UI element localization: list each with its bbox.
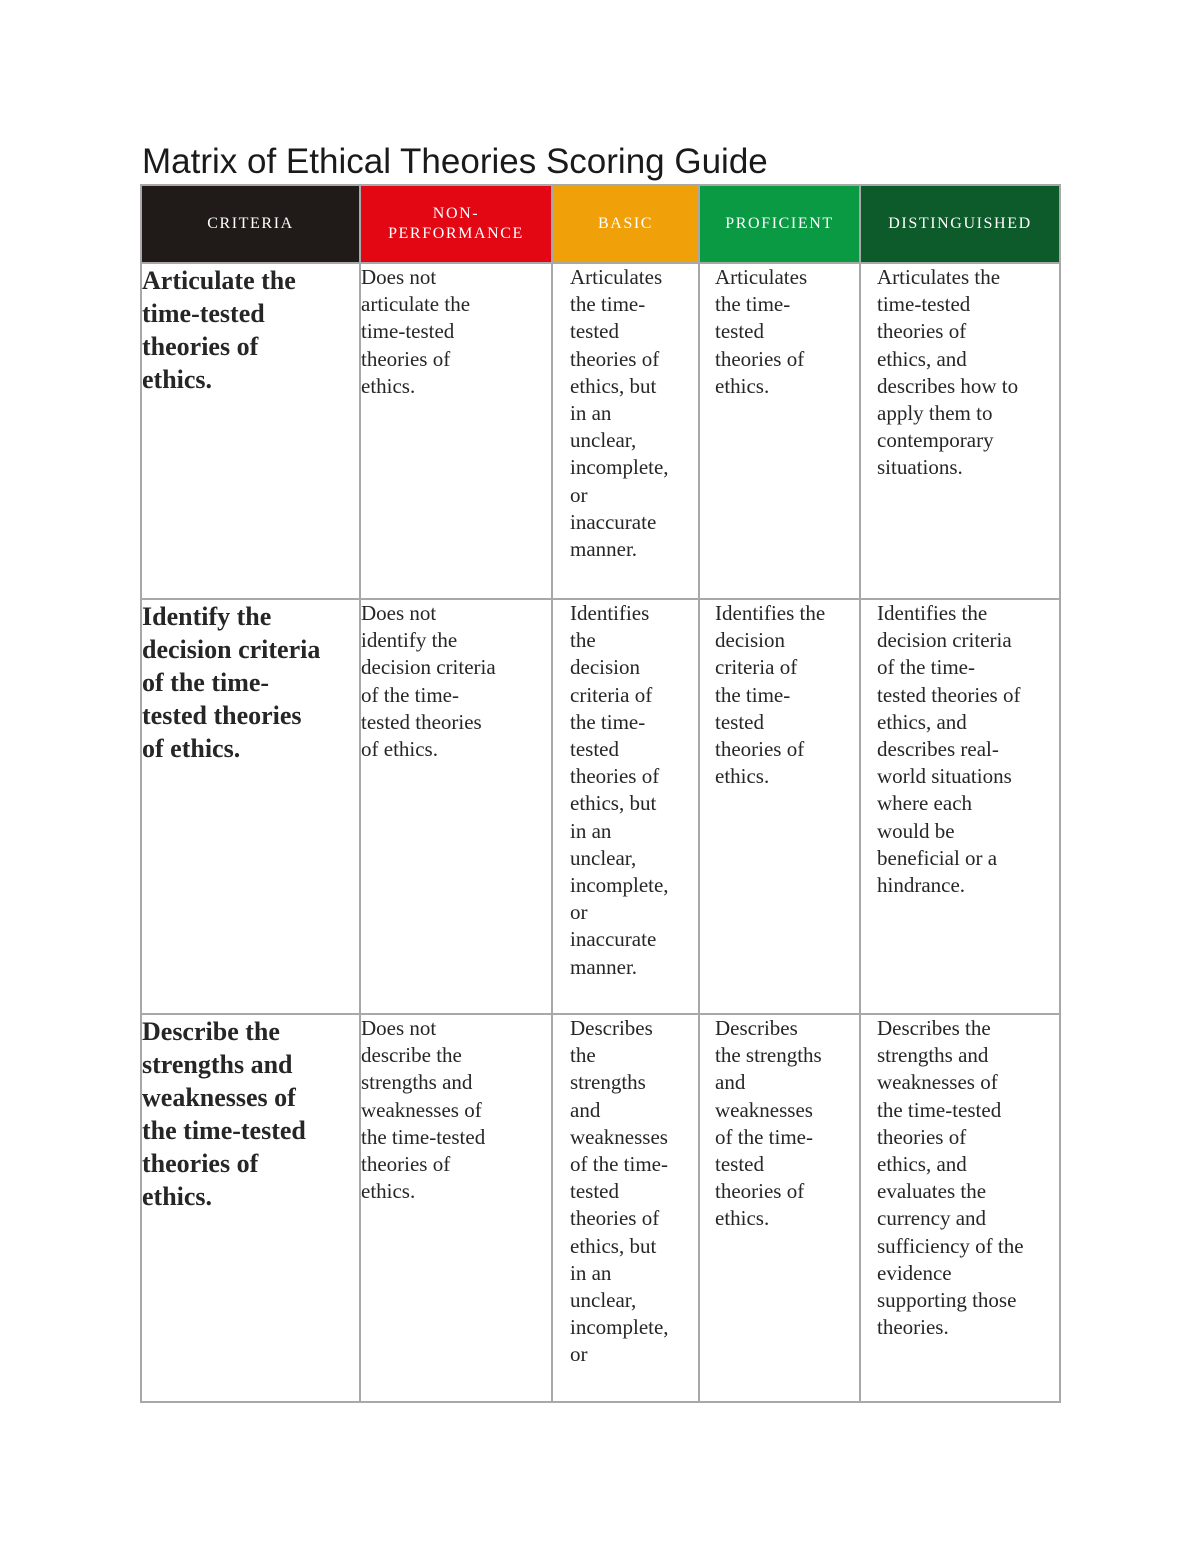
proficient-text: Articulates the time- tested theories of ethics.: [715, 265, 808, 398]
header-row: [141, 185, 1060, 263]
table-row: [141, 1014, 1060, 1402]
header-distinguished-label: DISTINGUISHED: [888, 215, 1032, 232]
header-proficient-label: PROFICIENT: [725, 215, 834, 232]
basic-text: Identifies the decision criteria of the time- tested theories of ethics, but in an unclear, incomplete, or inaccurate manner.: [570, 601, 669, 979]
scoring-guide-table: [140, 184, 1061, 1403]
criterion-cell: [141, 599, 360, 1014]
non-performance-cell: [360, 599, 552, 1014]
header-non-performance-label: NON- PERFORMANCE: [388, 205, 524, 242]
header-non-performance: [360, 185, 552, 263]
proficient-cell: [699, 599, 860, 1014]
non-performance-cell: [360, 263, 552, 599]
page-title: Matrix of Ethical Theories Scoring Guide: [142, 142, 768, 181]
basic-cell: [552, 599, 699, 1014]
criterion-text: Articulate the time-tested theories of ethics.: [142, 266, 296, 394]
criterion-text: Describe the strengths and weaknesses of the time-tested theories of ethics.: [142, 1017, 306, 1211]
distinguished-text: Identifies the decision criteria of the time- tested theories of ethics, and describes real- world situations where each would be beneficial or a hindrance.: [877, 601, 1021, 898]
non-performance-text: Does not articulate the time-tested theories of ethics.: [361, 265, 471, 398]
header-criteria-label: CRITERIA: [207, 215, 294, 232]
header-proficient: [699, 185, 860, 263]
proficient-text: Identifies the decision criteria of the time- tested theories of ethics.: [715, 601, 826, 789]
non-performance-cell: [360, 1014, 552, 1402]
header-basic-label: BASIC: [597, 215, 654, 232]
distinguished-cell: [860, 599, 1060, 1014]
basic-text: Describes the strengths and weaknesses of the time- tested theories of ethics, but in an unclear, incomplete, or: [570, 1016, 669, 1367]
proficient-cell: [699, 263, 860, 599]
criterion-cell: [141, 1014, 360, 1402]
header-criteria: [141, 185, 360, 263]
table-row: [141, 263, 1060, 599]
basic-cell: [552, 1014, 699, 1402]
distinguished-cell: [860, 263, 1060, 599]
distinguished-text: Articulates the time-tested theories of ethics, and describes how to apply them to contemporary situations.: [877, 265, 1019, 480]
header-basic: [552, 185, 699, 263]
proficient-cell: [699, 1014, 860, 1402]
basic-text: Articulates the time- tested theories of ethics, but in an unclear, incomplete, or inaccurate manner.: [570, 265, 669, 562]
table-row: [141, 599, 1060, 1014]
distinguished-cell: [860, 1014, 1060, 1402]
basic-cell: [552, 263, 699, 599]
header-distinguished: [860, 185, 1060, 263]
proficient-text: Describes the strengths and weaknesses of the time- tested theories of ethics.: [715, 1016, 822, 1231]
criterion-text: Identify the decision criteria of the time- tested theories of ethics.: [142, 602, 321, 763]
criterion-cell: [141, 263, 360, 599]
non-performance-text: Does not identify the decision criteria of the time- tested theories of ethics.: [361, 601, 496, 762]
non-performance-text: Does not describe the strengths and weaknesses of the time-tested theories of ethics.: [361, 1016, 486, 1204]
distinguished-text: Describes the strengths and weaknesses of the time-tested theories of ethics, and evaluates the currency and sufficiency of the evidence supporting those theories.: [877, 1016, 1024, 1340]
